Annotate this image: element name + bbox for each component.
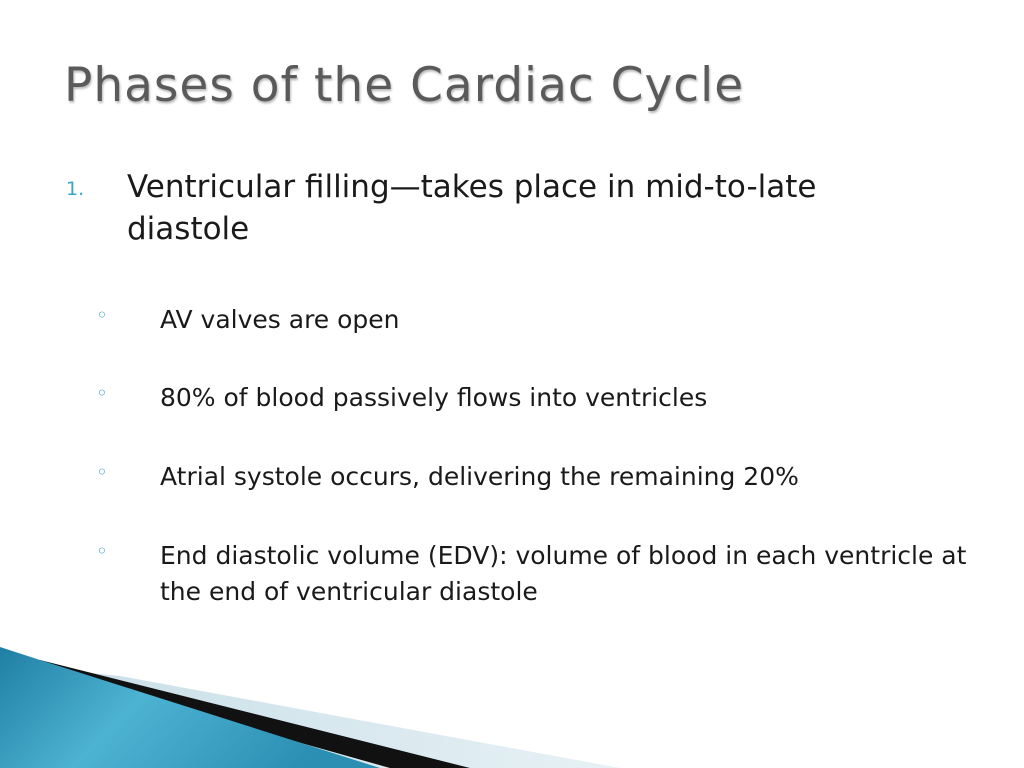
bullet-marker-icon: ◦ <box>96 460 108 484</box>
bullet-text: End diastolic volume (EDV): volume of blood in each ventricle at the end of ventricular diastole <box>160 541 967 606</box>
bullet-text: Atrial systole occurs, delivering the remaining 20% <box>160 462 799 491</box>
slide-title: Phases of the Cardiac Cycle <box>64 58 745 113</box>
bullet-text: AV valves are open <box>160 305 400 334</box>
item-text: Ventricular filling—takes place in mid-to-late diastole <box>127 169 817 247</box>
bullet-text: 80% of blood passively flows into ventricles <box>160 383 708 412</box>
bullet-marker-icon: ◦ <box>96 303 108 327</box>
item-number: 1. <box>66 178 85 200</box>
bullet-marker-icon: ◦ <box>96 381 108 405</box>
bullet-marker-icon: ◦ <box>96 539 108 563</box>
